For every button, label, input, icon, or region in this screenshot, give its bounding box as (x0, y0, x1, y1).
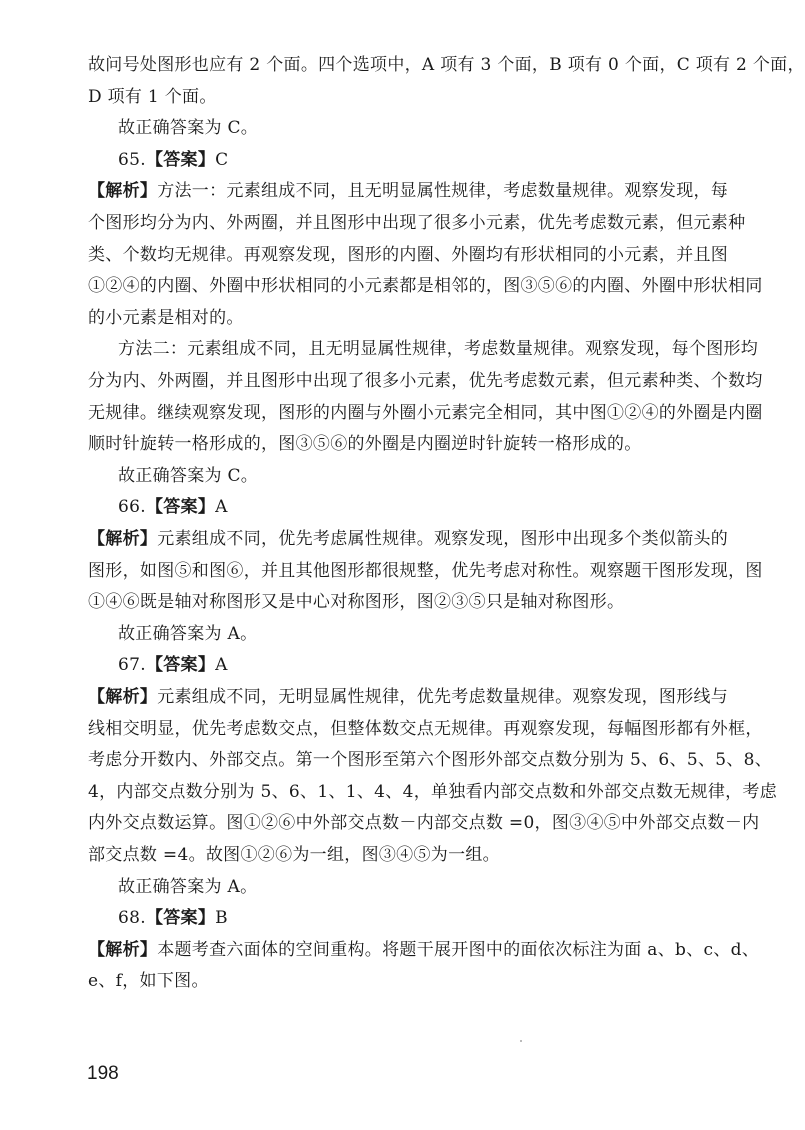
body-text-line: 图形，如图⑤和图⑥，并且其他图形都很规整，优先考虑对称性。观察题干图形发现，图 (88, 560, 763, 581)
analysis-tag: 【解析】 (88, 529, 158, 549)
answer-conclusion: 故正确答案为 A。 (118, 623, 258, 644)
body-text-line: e、f，如下图。 (88, 971, 209, 992)
answer-heading-68 (118, 903, 728, 935)
scan-speck (520, 1040, 522, 1042)
answer-conclusion: 故正确答案为 A。 (118, 876, 258, 897)
body-text-line: 考虑分开数内、外部交点。第一个图形至第六个图形外部交点数分别为 5、6、5、5、8、 (88, 750, 773, 771)
analysis-tag: 【解析】 (88, 939, 158, 960)
body-text-line: 4，内部交点数分别为 5、6、1、1、4、4，单独看内部交点数和外部交点数无规律，考虑 (88, 781, 778, 802)
analysis-paragraph-start: 【解析】元素组成不同，无明显属性规律，优先考虑数量规律。观察发现，图形线与 (88, 687, 729, 707)
analysis-paragraph-start: 【解析】本题考查六面体的空间重构。将题干展开图中的面依次标注为面 a、b、c、d、 (88, 939, 760, 960)
body-text-line: 故问号处图形也应有 2 个面。四个选项中，A 项有 3 个面，B 项有 0 个面，C 项有 2 个面， (88, 55, 805, 75)
body-text-line: 分为内、外两圈，并且图形中出现了很多小元素，优先考虑数元素，但元素种类、个数均 (88, 371, 763, 391)
answer-heading-67 (118, 650, 728, 682)
question-number: 65. (118, 149, 146, 170)
body-text-line: 类、个数均无规律。再观察发现，图形的内圈、外圈均有形状相同的小元素，并且图 (88, 244, 729, 265)
analysis-paragraph-start: 【解析】方法一：元素组成不同，且无明显属性规律，考虑数量规律。观察发现，每 (88, 181, 729, 202)
answer-tag: 【答案】 (145, 908, 216, 929)
answer-conclusion: 故正确答案为 C。 (118, 118, 259, 139)
question-number: 67. (118, 655, 146, 676)
answer-choice: C (215, 149, 229, 170)
analysis-tag: 【解析】 (88, 687, 158, 707)
analysis-tag: 【解析】 (88, 181, 158, 202)
answer-choice: A (215, 655, 228, 676)
answer-heading-66 (118, 492, 728, 524)
answer-choice: B (215, 908, 228, 929)
body-text-line: 顺时针旋转一格形成的，图③⑤⑥的外圈是内圈逆时针旋转一格形成的。 (88, 434, 642, 455)
body-text-line: D 项有 1 个面。 (88, 86, 217, 107)
analysis-paragraph-start: 【解析】元素组成不同，优先考虑属性规律。观察发现，图形中出现多个类似箭头的 (88, 529, 729, 549)
answer-tag: 【答案】 (145, 149, 216, 170)
method-two-paragraph: 方法二：元素组成不同，且无明显属性规律，考虑数量规律。观察发现，每个图形均 (118, 339, 759, 360)
body-text-line: ①④⑥既是轴对称图形又是中心对称图形，图②③⑤只是轴对称图形。 (88, 592, 625, 613)
body-text-line: 内外交点数运算。图①②⑥中外部交点数－内部交点数 =0，图③④⑤中外部交点数－内 (88, 813, 760, 834)
question-number: 66. (118, 497, 146, 518)
question-number: 68. (118, 908, 146, 929)
answer-choice: A (215, 497, 228, 518)
answer-conclusion: 故正确答案为 C。 (118, 465, 259, 486)
body-text-line: 部交点数 =4。故图①②⑥为一组，图③④⑤为一组。 (88, 845, 500, 865)
body-text-line: ①②④的内圈、外圈中形状相同的小元素都是相邻的，图③⑤⑥的内圈、外圈中形状相同 (88, 276, 763, 297)
page-number: 198 (87, 1063, 119, 1084)
answer-heading-65 (118, 145, 728, 177)
body-text-line: 个图形均分为内、外两圈，并且图形中出现了很多小元素，优先考虑数元素，但元素种 (88, 213, 746, 233)
body-text-line: 线相交明显，优先考虑数交点，但整体数交点无规律。再观察发现，每幅图形都有外框， (88, 718, 763, 739)
answer-tag: 【答案】 (145, 497, 216, 518)
answer-tag: 【答案】 (145, 655, 216, 676)
body-text-line: 无规律。继续观察发现，图形的内圈与外圈小元素完全相同，其中图①②④的外圈是内圈 (88, 402, 763, 423)
body-text-line: 的小元素是相对的。 (88, 307, 244, 328)
